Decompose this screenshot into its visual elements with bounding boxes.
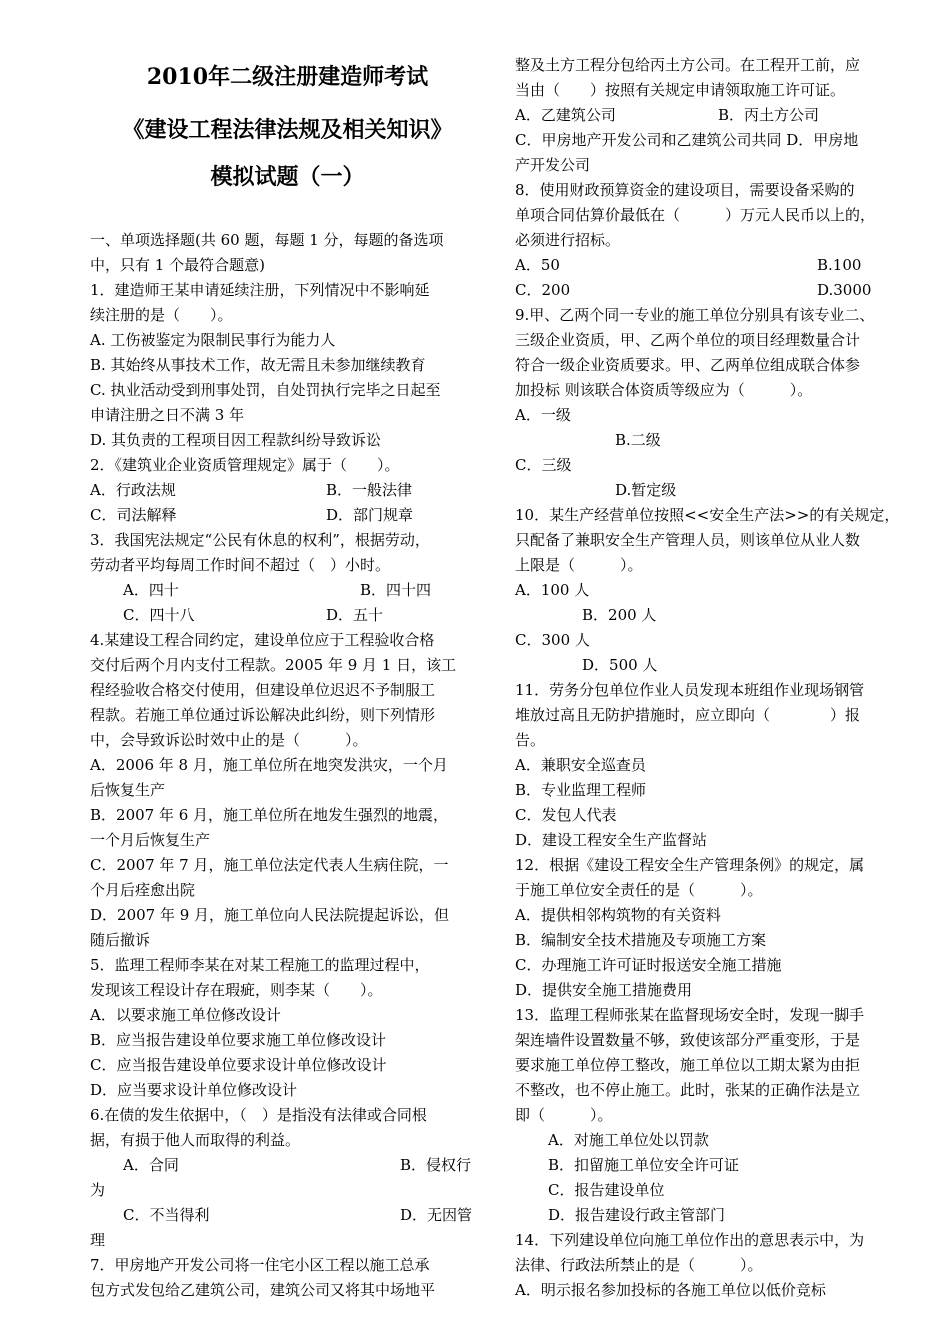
left-text-line: C．应当报告建设单位要求设计单位修改设计 xyxy=(90,1056,387,1074)
right-text-line: B．专业监理工程师 xyxy=(515,781,647,799)
left-text-line: 一个月后恢复生产 xyxy=(90,831,211,849)
left-text-line: C．2007 年 7 月，施工单位法定代表人生病住院，一 xyxy=(90,856,449,874)
right-text-line: 架连墙件设置数量不够，致使该部分严重变形，于是 xyxy=(515,1031,861,1049)
right-text-line: 堆放过高且无防护措施时，应立即向（ ）报 xyxy=(515,706,861,724)
left-text-line: 中，会导致诉讼时效中止的是（ ）。 xyxy=(90,731,368,749)
left-text-line: A．合同 xyxy=(123,1156,179,1174)
left-text-line: 个月后痊愈出院 xyxy=(90,881,196,899)
right-text-line: 10．某生产经营单位按照<<安全生产法>>的有关规定， xyxy=(515,506,900,524)
right-text-line: B.100 xyxy=(817,256,862,274)
right-text-line: 14．下列建设单位向施工单位作出的意思表示中，为 xyxy=(515,1231,865,1249)
left-text-line: 1．建造师王某申请延续注册，下列情况中不影响延 xyxy=(90,281,430,299)
left-text-line: 3．我国宪法规定“公民有休息的权利”，根据劳动， xyxy=(90,531,430,549)
exam-title-line2: 《建设工程法律法规及相关知识》 xyxy=(122,117,453,143)
right-text-line: A．提供相邻构筑物的有关资料 xyxy=(515,906,721,924)
right-text-line: A．乙建筑公司 xyxy=(515,106,616,124)
left-text-line: B．2007 年 6 月，施工单位所在地发生强烈的地震， xyxy=(90,806,449,824)
left-text-line: 为 xyxy=(90,1181,106,1199)
right-text-line: 法律、行政法所禁止的是（ ）。 xyxy=(515,1256,763,1274)
left-text-line: A. 工伤被鉴定为限制民事行为能力人 xyxy=(90,331,336,349)
left-text-line: 一、单项选择题(共 60 题，每题 1 分，每题的备选项 xyxy=(90,231,444,249)
left-text-line: 中，只有 1 个最符合题意) xyxy=(90,256,265,274)
right-text-line: B．丙土方公司 xyxy=(718,106,820,124)
right-text-line: D．报告建设行政主管部门 xyxy=(548,1206,726,1224)
right-text-line: 上限是（ ）。 xyxy=(515,556,643,574)
left-text-line: 续注册的是（ ）。 xyxy=(90,306,233,324)
left-text-line: B．侵权行 xyxy=(400,1156,472,1174)
exam-title-line1: 2010年二级注册建造师考试 xyxy=(146,64,429,90)
right-text-line: C．甲房地产开发公司和乙建筑公司共同 D．甲房地 xyxy=(515,131,859,149)
right-text-line: 8．使用财政预算资金的建设项目，需要设备采购的 xyxy=(515,181,855,199)
right-text-line: 单项合同估算价最低在（ ）万元人民币以上的， xyxy=(515,206,876,224)
left-text-line: C．四十八 xyxy=(123,606,195,624)
right-text-line: C．200 xyxy=(515,281,571,299)
right-text-line: 加投标 则该联合体资质等级应为（ ）。 xyxy=(515,381,813,399)
right-text-line: C．发包人代表 xyxy=(515,806,617,824)
right-text-line: 当由（ ）按照有关规定申请领取施工许可证。 xyxy=(515,81,846,99)
right-text-line: A．明示报名参加投标的各施工单位以低价竞标 xyxy=(515,1281,826,1299)
right-text-line: B．扣留施工单位安全许可证 xyxy=(548,1156,740,1174)
left-text-line: 后恢复生产 xyxy=(90,781,166,799)
left-text-line: D．五十 xyxy=(326,606,384,624)
right-text-line: 要求施工单位停工整改，施工单位以工期太紧为由拒 xyxy=(515,1056,861,1074)
left-text-line: 程经验收合格交付使用，但建设单位迟迟不予制服工 xyxy=(90,681,436,699)
left-text-line: C．司法解释 xyxy=(90,506,177,524)
left-text-line: 包方式发包给乙建筑公司，建筑公司又将其中场地平 xyxy=(90,1281,436,1299)
left-text-line: B．应当报告建设单位要求施工单位修改设计 xyxy=(90,1031,387,1049)
right-text-line: 三级企业资质，甲、乙两个单位的项目经理数量合计 xyxy=(515,331,861,349)
right-text-line: C．办理施工许可证时报送安全施工措施 xyxy=(515,956,782,974)
left-text-line: A．以要求施工单位修改设计 xyxy=(90,1006,281,1024)
left-text-line: 随后撤诉 xyxy=(90,931,151,949)
right-text-line: B．编制安全技术措施及专项施工方案 xyxy=(515,931,767,949)
left-text-line: 程款。若施工单位通过诉讼解决此纠纷，则下列情形 xyxy=(90,706,436,724)
right-text-line: B．200 人 xyxy=(582,606,657,624)
right-text-line: D．建设工程安全生产监督站 xyxy=(515,831,708,849)
right-text-line: A．兼职安全巡查员 xyxy=(515,756,646,774)
right-text-line: D．500 人 xyxy=(582,656,658,674)
left-text-line: B．四十四 xyxy=(360,581,432,599)
left-text-line: D．2007 年 9 月，施工单位向人民法院提起诉讼，但 xyxy=(90,906,450,924)
left-text-line: D．无因管 xyxy=(400,1206,473,1224)
left-text-line: B．一般法律 xyxy=(326,481,413,499)
left-text-line: 5．监理工程师李某在对某工程施工的监理过程中， xyxy=(90,956,430,974)
left-text-line: 7．甲房地产开发公司将一住宅小区工程以施工总承 xyxy=(90,1256,430,1274)
left-text-line: D．部门规章 xyxy=(326,506,414,524)
left-text-line: 交付后两个月内支付工程款。2005 年 9 月 1 日，该工 xyxy=(90,656,457,674)
left-text-line: 劳动者平均每周工作时间不超过（ ）小时。 xyxy=(90,556,391,574)
left-text-line: 4.某建设工程合同约定，建设单位应于工程验收合格 xyxy=(90,631,435,649)
right-text-line: C．300 人 xyxy=(515,631,590,649)
right-text-line: 13．监理工程师张某在监督现场安全时，发现一脚手 xyxy=(515,1006,865,1024)
right-text-line: 整及土方工程分包给丙土方公司。在工程开工前，应 xyxy=(515,56,861,74)
right-text-line: A．100 人 xyxy=(515,581,590,599)
right-text-line: D.3000 xyxy=(817,281,872,299)
left-text-line: D. 其负责的工程项目因工程款纠纷导致诉讼 xyxy=(90,431,382,449)
left-text-line: C．不当得利 xyxy=(123,1206,210,1224)
right-text-line: A．50 xyxy=(515,256,560,274)
left-text-line: A．四十 xyxy=(123,581,179,599)
right-text-line: D．提供安全施工措施费用 xyxy=(515,981,693,999)
right-text-line: 不整改，也不停止施工。此时，张某的正确作法是立 xyxy=(515,1081,861,1099)
left-text-line: 申请注册之日不满 3 年 xyxy=(90,406,245,424)
left-text-line: 6.在债的发生依据中，（ ）是指没有法律或合同根 xyxy=(90,1106,427,1124)
right-text-line: 12．根据《建设工程安全生产管理条例》的规定，属 xyxy=(515,856,865,874)
left-text-line: 2．《建筑业企业资质管理规定》属于（ ）。 xyxy=(90,456,400,474)
left-text-line: D．应当要求设计单位修改设计 xyxy=(90,1081,298,1099)
right-text-line: 于施工单位安全责任的是（ ）。 xyxy=(515,881,763,899)
right-text-line: 产开发公司 xyxy=(515,156,591,174)
left-text-line: B. 其始终从事技术工作，故无需且未参加继续教育 xyxy=(90,356,426,374)
left-text-line: 发现该工程设计存在瑕疵，则李某（ ）。 xyxy=(90,981,383,999)
right-text-line: A．对施工单位处以罚款 xyxy=(548,1131,709,1149)
right-text-line: A．一级 xyxy=(515,406,571,424)
right-text-line: 只配备了兼职安全生产管理人员，则该单位从业人数 xyxy=(515,531,861,549)
right-text-line: 必须进行招标。 xyxy=(515,231,621,249)
right-text-line: B.二级 xyxy=(615,431,661,449)
right-text-line: 即（ ）。 xyxy=(515,1106,613,1124)
left-text-line: 据，有损于他人而取得的利益。 xyxy=(90,1131,301,1149)
left-text-line: 理 xyxy=(90,1231,106,1249)
right-text-line: C．报告建设单位 xyxy=(548,1181,665,1199)
right-text-line: D.暂定级 xyxy=(615,481,677,499)
right-text-line: 11．劳务分包单位作业人员发现本班组作业现场钢管 xyxy=(515,681,865,699)
exam-title-line3: 模拟试题（一） xyxy=(210,164,365,190)
right-text-line: 9.甲、乙两个同一专业的施工单位分别具有该专业二、 xyxy=(515,306,875,324)
left-text-line: C. 执业活动受到刑事处罚，自处罚执行完毕之日起至 xyxy=(90,381,441,399)
right-text-line: 告。 xyxy=(515,731,546,749)
right-text-line: 符合一级企业资质要求。甲、乙两单位组成联合体参 xyxy=(515,356,861,374)
left-text-line: A．2006 年 8 月，施工单位所在地突发洪灾，一个月 xyxy=(90,756,448,774)
left-text-line: A．行政法规 xyxy=(90,481,176,499)
right-text-line: C．三级 xyxy=(515,456,572,474)
